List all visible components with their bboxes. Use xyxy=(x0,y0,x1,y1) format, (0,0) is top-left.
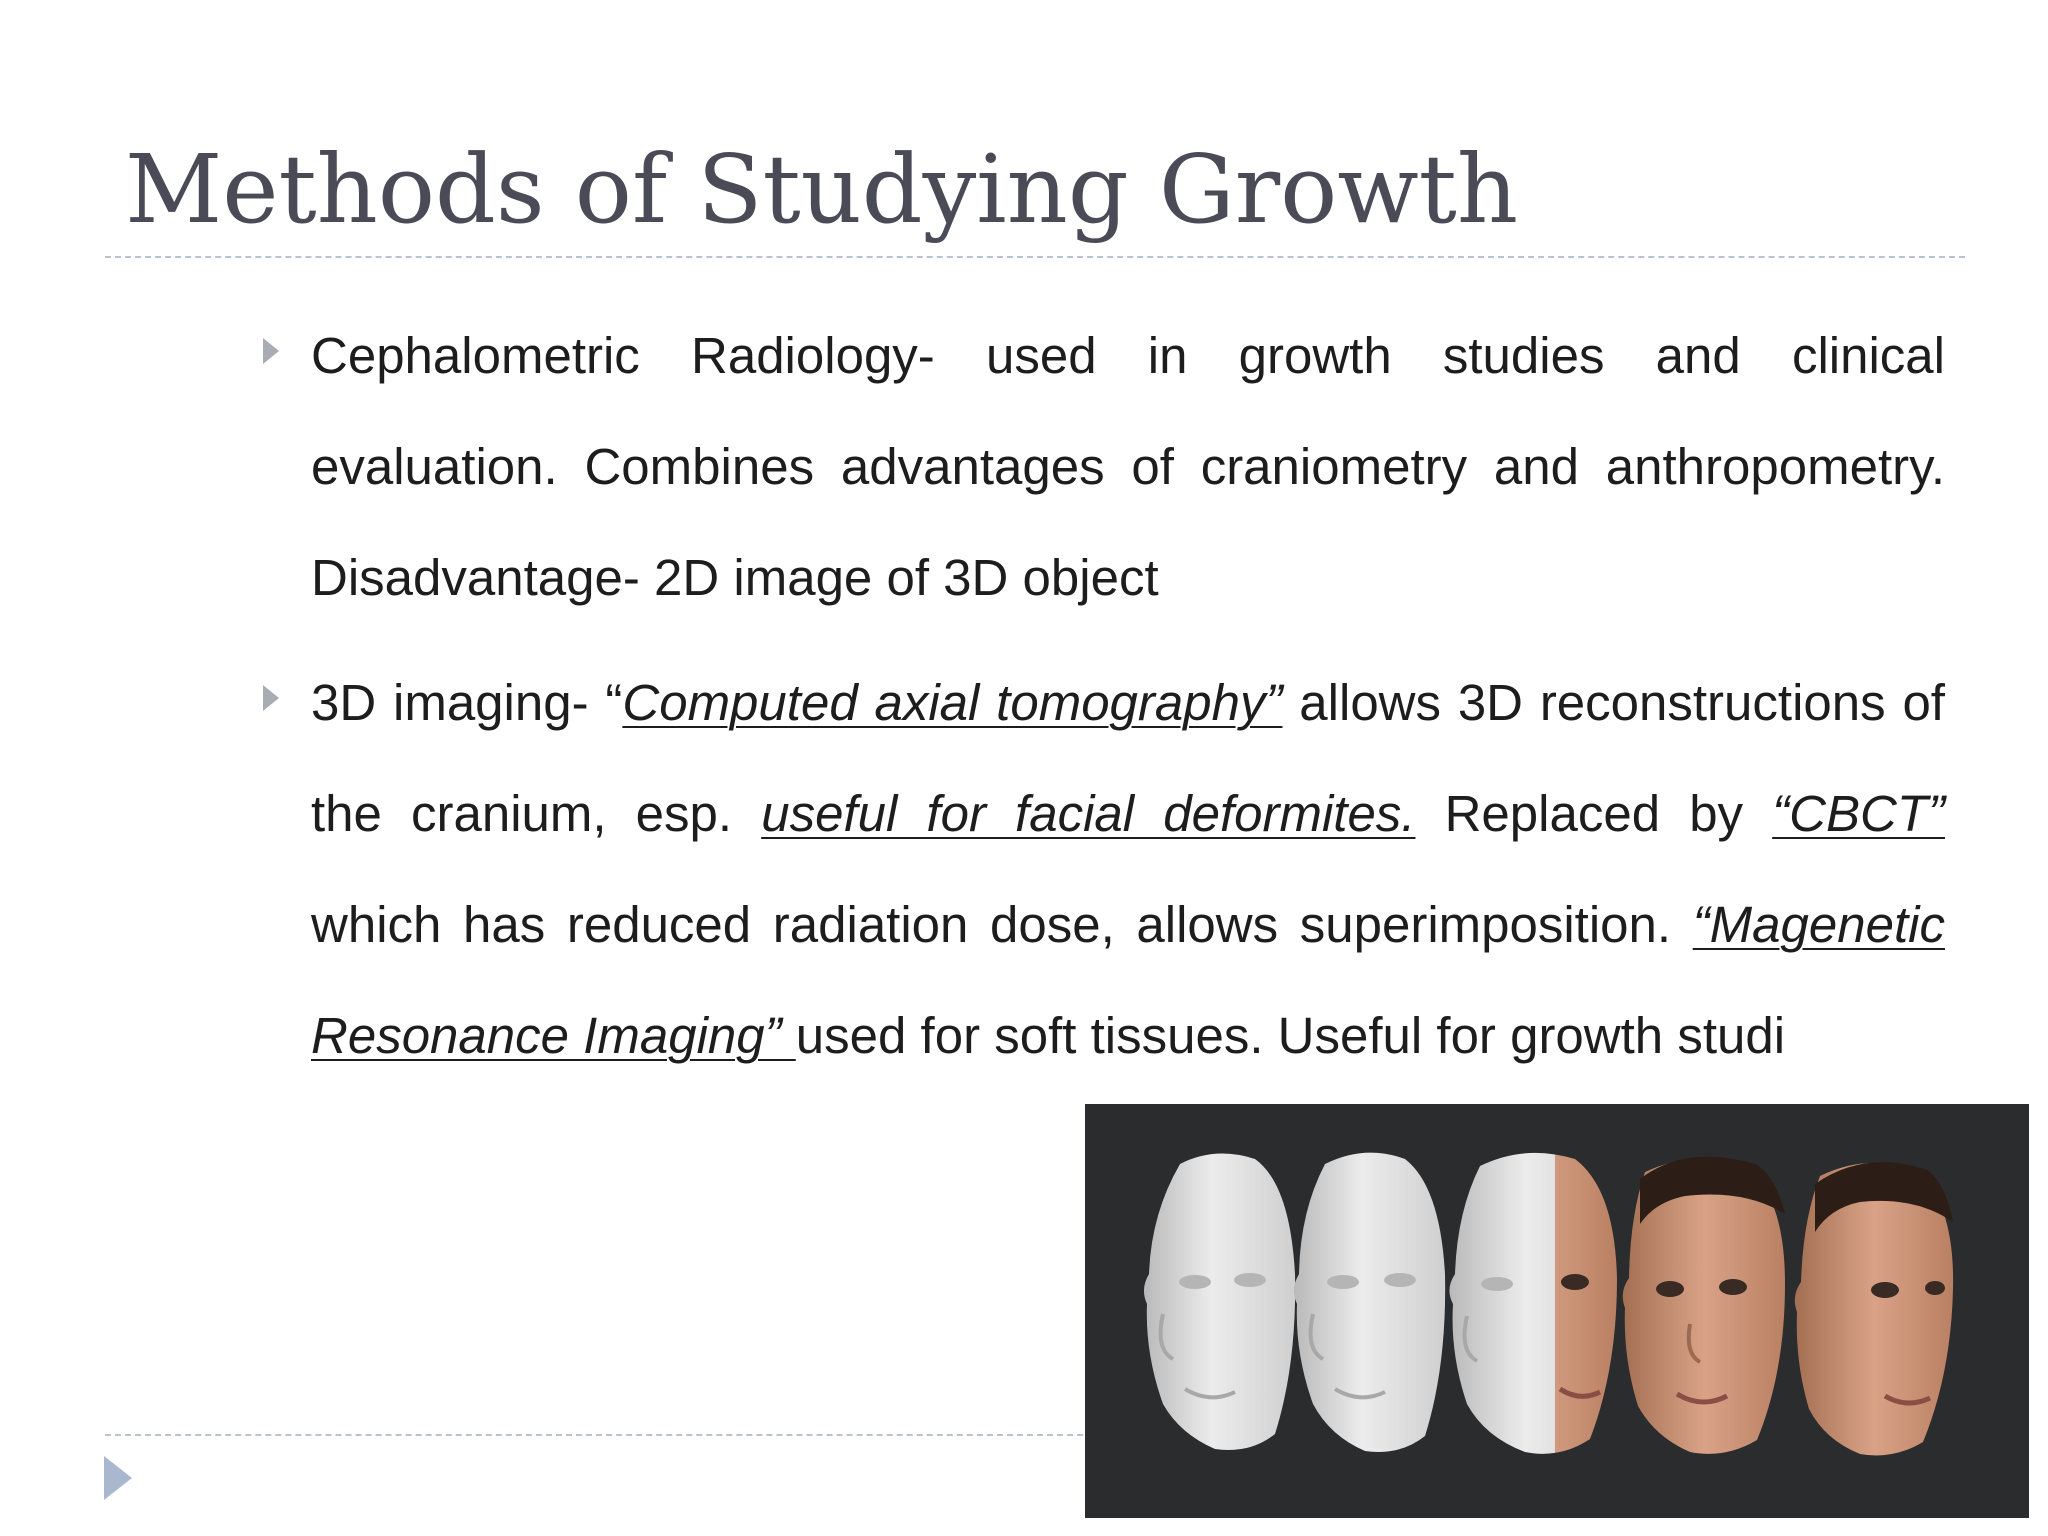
triangle-right-icon xyxy=(263,685,279,711)
title-divider xyxy=(105,256,1965,258)
face-scan-illustration xyxy=(1085,1104,2029,1518)
bullet-text-2 xyxy=(311,647,1945,1091)
computed-axial-tomography-link: Computed axial tomography” xyxy=(622,674,1283,731)
bullet-2-text-e: used for soft tissues. Useful for growth studi xyxy=(795,1007,1786,1064)
bullet-2-text-b: allows 3D reconstructions of the cranium, esp. xyxy=(311,674,1945,842)
mri-emphasis: “Magenetic Resonance Imaging” xyxy=(311,896,1945,1064)
bullet-2-text-d: which has reduced radiation dose, allows superimposition. xyxy=(311,896,1693,953)
facial-deformities-emphasis: useful for facial deformites. xyxy=(761,785,1416,842)
bullet-list xyxy=(255,300,1945,1105)
face-scan-image xyxy=(1085,1104,2029,1518)
bullet-item-2 xyxy=(255,647,1945,1091)
triangle-right-icon xyxy=(263,338,279,364)
slide-title: Methods of Studying Growth xyxy=(125,135,1519,245)
face-photo-2 xyxy=(1623,1157,1785,1454)
triangle-right-icon xyxy=(104,1456,132,1500)
bullet-2-text-c: Replaced by xyxy=(1415,785,1773,842)
cbct-emphasis: “CBCT” xyxy=(1772,785,1945,842)
bullet-2-text-a: 3D imaging- “ xyxy=(311,674,623,731)
face-mesh-2 xyxy=(1294,1153,1445,1452)
bullet-text-1: Cephalometric Radiology- used in growth studies and clinical evaluation. Combines advantages of craniometry and anthropometry. Disadvantage- 2D image of 3D object xyxy=(311,327,1945,606)
face-mesh-1 xyxy=(1144,1154,1295,1450)
bullet-item-1 xyxy=(255,300,1945,633)
face-photo-3 xyxy=(1795,1162,1953,1455)
